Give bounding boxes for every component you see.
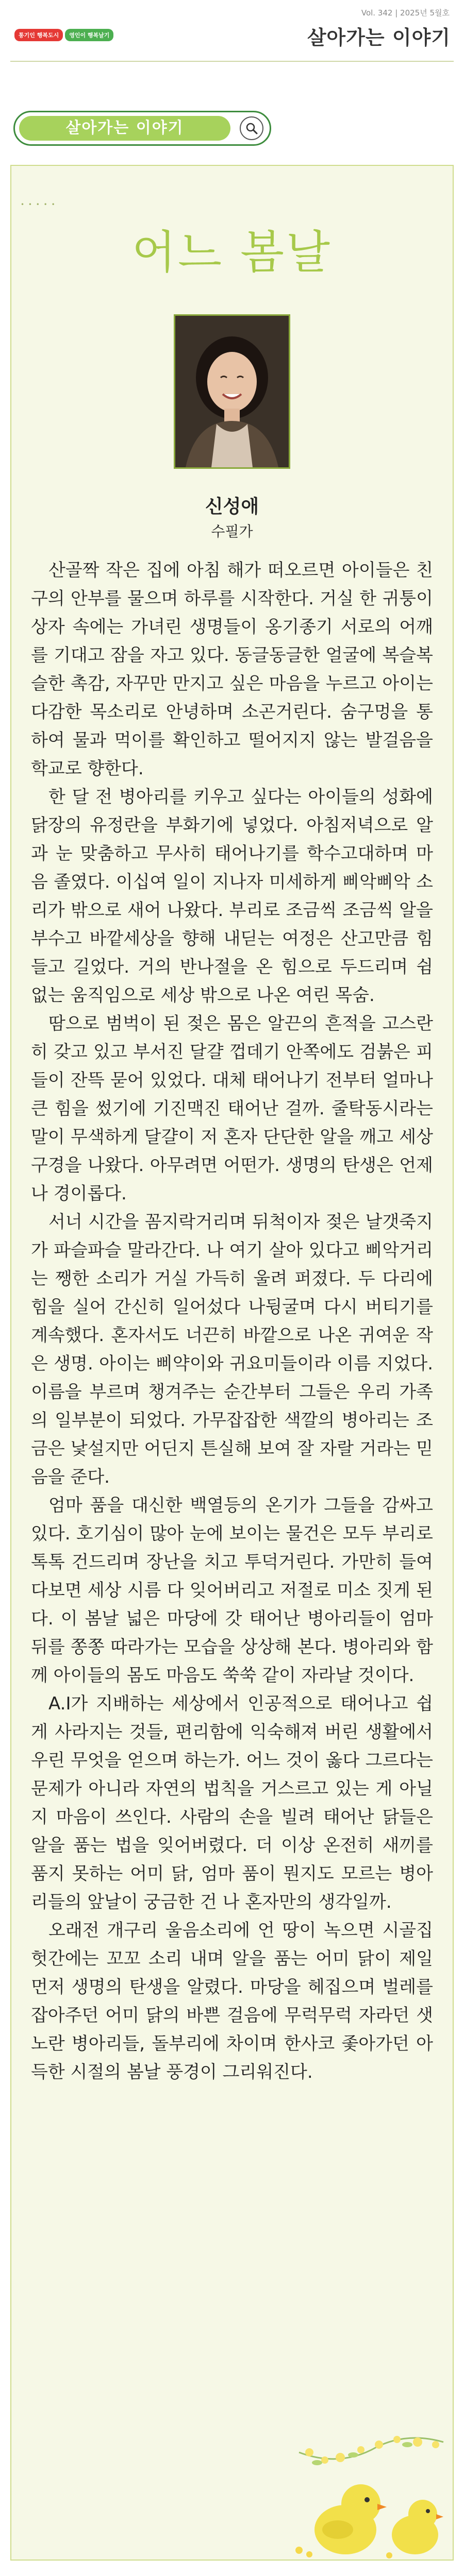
header-divider	[10, 61, 454, 62]
brand-logo	[14, 29, 113, 41]
page-header	[0, 0, 464, 77]
author-name: 신성애	[205, 496, 259, 517]
paragraph: 땀으로 범벅이 된 젖은 몸은 알끈의 흔적을 고스란히 갖고 있고 부서진 달걀 껍데기 안쪽에도 검붉은 피들이 잔뜩 묻어 있었다. 대체 태어나기 전부터 얼마나 큰 힘을 썼기에 기진맥진 태어난 걸까. 줄탁동시라는 말이 무색하게 달걀이 저 혼자 단단한 알을 깨고 세상 구경을 나왔다. 아무려면 어떤가. 생명의 탄생은 언제나 경이롭다.	[31, 1013, 433, 1204]
author-photo	[174, 314, 290, 469]
brand-badge-left: 통기인 행복도시	[14, 29, 63, 41]
paragraph: 엄마 품을 대신한 백열등의 온기가 그들을 감싸고 있다. 호기심이 많아 눈에 보이는 물건은 모두 부리로 톡톡 건드리며 장난을 치고 투덕거린다. 가만히 들여다보면 세상 시름 다 잊어버리고 저절로 미소 짓게 된다. 이 봄날 넓은 마당에 갓 태어난 병아리들이 엄마 뒤를 쫑쫑 따라가는 모습을 상상해 본다. 병아리와 함께 아이들의 몸도 마음도 쑥쑥 같이 자라날 것이다.	[31, 1495, 433, 1686]
brand-badge-right: 영인이 행복날기	[65, 29, 113, 41]
article-body	[31, 556, 433, 2087]
paragraph: 서너 시간을 꼼지락거리며 뒤척이자 젖은 날갯죽지가 파슬파슬 말라간다. 나 여기 살아 있다고 삐악거리는 쨍한 소리가 거실 가득히 울려 퍼졌다. 두 다리에 힘을 실어 간신히 일어섰다 나뒹굴며 다시 버티기를 계속했다. 혼자서도 너끈히 바깥으로 나온 귀여운 작은 생명. 아이는 삐약이와 귀요미들이라 이름 지었다. 이름을 부르며 챙겨주는 순간부터 그들은 우리 가족의 일부분이 되었다. 가무잡잡한 색깔의 병아리는 조금은 낯설지만 어딘지 튼실해 보여 잘 자랄 거라는 믿음을 준다.	[31, 1212, 433, 1487]
section-search-bar[interactable]	[13, 111, 271, 146]
issue-info: Vol. 342 | 2025년 5월호	[361, 8, 450, 18]
chick-illustration	[289, 2432, 449, 2561]
paragraph: A.I가 지배하는 세상에서 인공적으로 태어나고 쉽게 사라지는 것들, 편리함에 익숙해져 버린 생활에서 우린 무엇을 얻으며 하는가. 어느 것이 옳다 그르다는 문제가 아니라 자연의 법칙을 거스르고 있는 게 아닐지 마음이 쓰인다. 사람의 손을 빌려 태어난 닭들은 알을 품는 법을 잊어버렸다. 더 이상 온전히 새끼를 품지 못하는 어미 닭, 엄마 품이 뭔지도 모르는 병아리들의 앞날이 궁금한 건 나 혼자만의 생각일까.	[31, 1693, 433, 1912]
section-label: 살아가는 이야기	[65, 119, 184, 137]
paragraph: 오래전 개구리 울음소리에 언 땅이 녹으면 시골집 헛간에는 꼬꼬 소리 내며 알을 품는 어미 닭이 제일 먼저 생명의 탄생을 알렸다. 마당을 헤집으며 벌레를 잡아주던 어미 닭의 바쁜 걸음에 무럭무럭 자라던 샛노란 병아리들, 돌부리에 차이며 한사코 좇아가던 아득한 시절의 봄날 풍경이 그리워진다.	[31, 1920, 433, 2082]
search-icon[interactable]	[240, 116, 263, 140]
paragraph: 한 달 전 병아리를 키우고 싶다는 아이들의 성화에 닭장의 유정란을 부화기에 넣었다. 아침저녁으로 알과 눈 맞춤하고 무사히 태어나기를 학수고대하며 마음 졸였다. 이십여 일이 지나자 미세하게 삐악삐악 소리가 밖으로 새어 나왔다. 부리로 조금씩 조금씩 알을 부수고 바깥세상을 향해 내딛는 여정은 산고만큼 힘들고 길었다. 거의 반나절을 온 힘으로 두드리며 쉼 없는 움직임으로 세상 밖으로 나온 여린 목숨.	[31, 787, 433, 1006]
decorative-dots: • • • • •	[21, 201, 56, 208]
paragraph: 산골짝 작은 집에 아침 해가 떠오르면 아이들은 친구의 안부를 물으며 하루를 시작한다. 거실 한 귀퉁이 상자 속에는 가녀린 생명들이 옹기종기 서로의 어깨를 기대고 잠을 자고 있다. 동글동글한 얼굴에 복슬복슬한 촉감, 자꾸만 만지고 싶은 마음을 누르고 아이는 다감한 목소리로 안녕하며 소곤거린다. 숨구멍을 통하여 물과 먹이를 확인하고 떨어지지 않는 발걸음을 학교로 향한다.	[31, 560, 433, 779]
magazine-title: 살아가는 이야기	[307, 26, 451, 49]
author-role: 수필가	[211, 523, 253, 540]
article-title: 어느 봄날	[131, 226, 332, 279]
